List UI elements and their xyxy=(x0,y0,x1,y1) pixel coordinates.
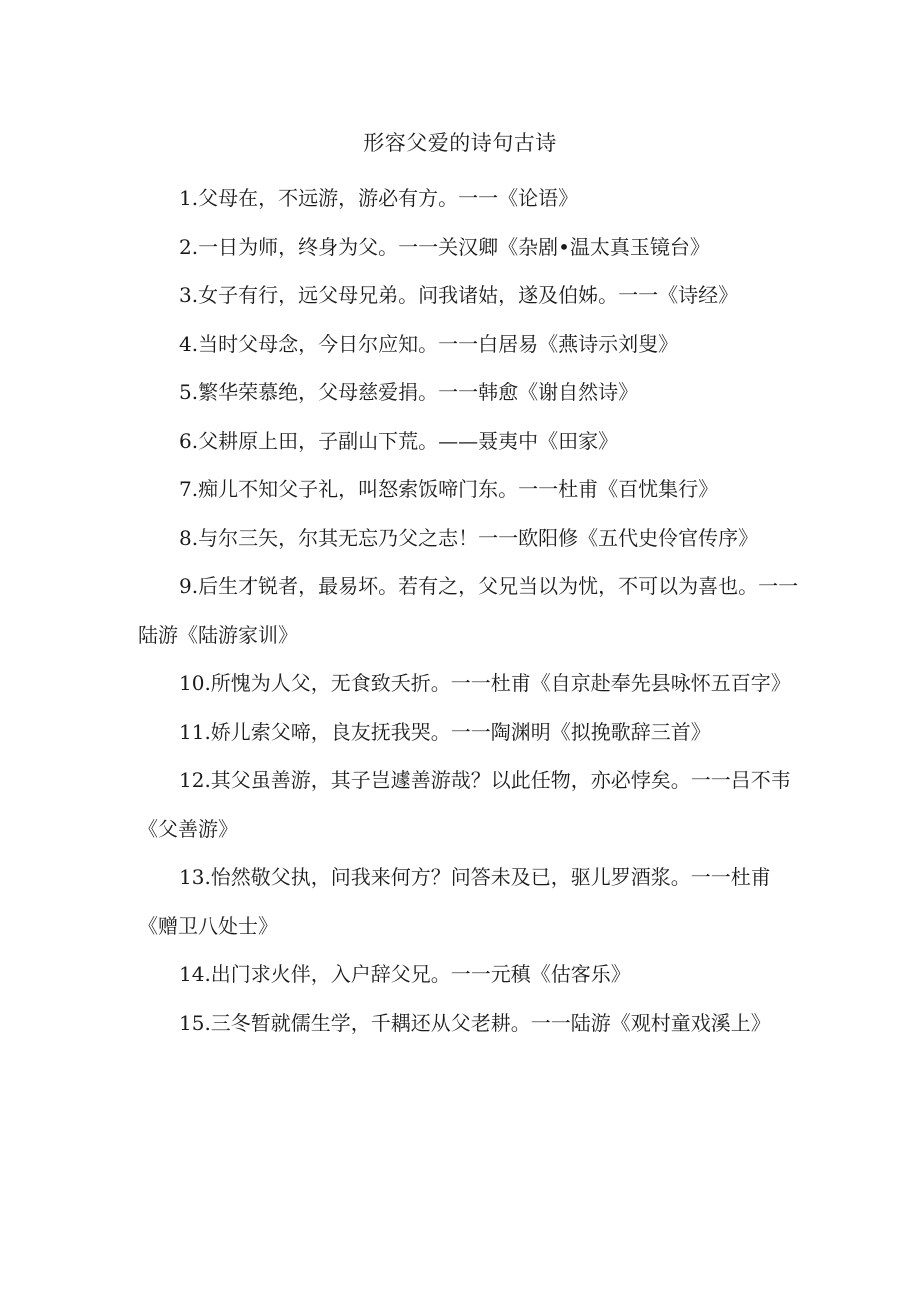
poem-line-11: 11.娇儿索父啼，良友抚我哭。一一陶渊明《拟挽歌辞三首》 xyxy=(179,719,711,744)
poem-line-14: 14.出门求火伴，入户辞父兄。一一元稹《估客乐》 xyxy=(179,962,631,986)
poem-line-2: 2.一日为师，终身为父。一一关汉卿《杂剧•温太真玉镜台》 xyxy=(179,234,710,259)
poem-line-8: 8.与尔三矢，尔其无忘乃父之志！一一欧阳修《五代史伶官传序》 xyxy=(179,525,759,550)
poem-line-6: 6.父耕原上田，子副山下荒。——聂夷中《田家》 xyxy=(179,428,619,453)
poem-line-4: 4.当时父母念，今日尔应知。一一白居易《燕诗示刘叟》 xyxy=(179,331,679,356)
poem-line-10: 10.所愧为人父，无食致夭折。一一杜甫《自京赴奉先县咏怀五百字》 xyxy=(179,671,791,695)
poem-line-7: 7.痴儿不知父子礼，叫怒索饭啼门东。一一杜甫《百忧集行》 xyxy=(179,477,719,501)
poem-line-3: 3.女子有行，远父母兄弟。问我诸姑，遂及伯姊。一一《诗经》 xyxy=(179,283,739,307)
poem-list xyxy=(138,174,804,1047)
poem-line-13: 13.怡然敬父执，问我来何方？问答未及已，驱儿罗酒浆。一一杜甫《赠卫八处士》 xyxy=(138,865,771,938)
poem-line-1: 1.父母在，不远游，游必有方。一一《论语》 xyxy=(179,186,579,210)
poem-line-5: 5.繁华荣慕绝，父母慈爱捐。一一韩愈《谢自然诗》 xyxy=(179,380,639,404)
poem-line-12: 12.其父虽善游，其子岂遽善游哉？以此任物，亦必悖矣。一一吕不韦《父善游》 xyxy=(138,768,791,841)
poem-line-15: 15.三冬暂就儒生学，千耦还从父老耕。一一陆游《观村童戏溪上》 xyxy=(179,1010,771,1035)
document-title: 形容父爱的诗句古诗 xyxy=(363,131,557,155)
poem-line-9: 9.后生才锐者，最易坏。若有之，父兄当以为忧，不可以为喜也。一一陆游《陆游家训》 xyxy=(138,574,799,647)
